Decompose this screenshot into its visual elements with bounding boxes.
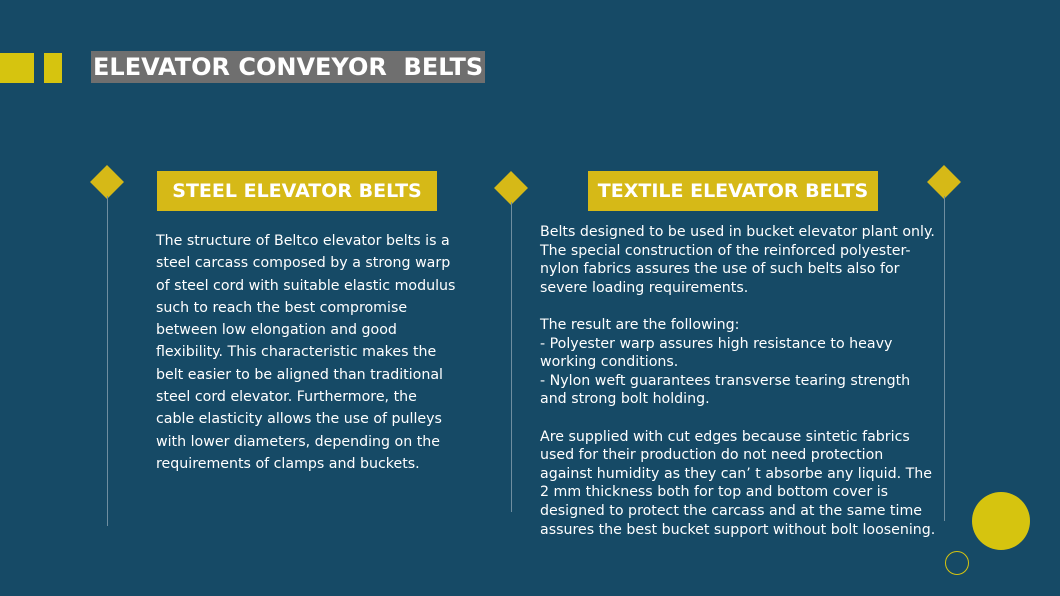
textile-belts-paragraph-1: Belts designed to be used in bucket elevator plant only. The special construction of the reinforced polyester-nylon fabrics assures the use of such belts also for severe loading requirements. (540, 224, 935, 296)
divider-line-middle (511, 202, 512, 512)
diamond-marker-right (927, 165, 961, 199)
accent-bar-small (44, 53, 62, 83)
textile-belts-paragraph-3: Are supplied with cut edges because sintetic fabrics used for their production do not need protection against humidity as they can’ t absorbe any liquid. The 2 mm thickness both for top and bottom cover is designed to protect the carcass and at the same time assures the best bucket support without bolt loosening. (540, 428, 936, 538)
decorative-circle-outline (945, 551, 969, 575)
textile-belts-description (540, 223, 940, 558)
results-item-1: - Polyester warp assures high resistance to heavy working conditions. (540, 335, 893, 371)
steel-belts-description: The structure of Beltco elevator belts is a steel carcass composed by a strong warp of steel cord with suitable elastic modulus such to reach the best compromise between low elongation and good flexibility. This characteristic makes the belt easier to be aligned than traditional steel cord elevator. Furthermore, the cable elasticity allows the use of pulleys with lower diameters, depending on the requirements of clamps and buckets. (156, 233, 456, 472)
divider-line-right (944, 196, 945, 521)
page-title: ELEVATOR CONVEYOR BELTS (93, 53, 484, 81)
results-item-2: - Nylon weft guarantees transverse tearing strength and strong bolt holding. (540, 372, 911, 408)
accent-bar-large (0, 53, 34, 83)
textile-belts-results (540, 316, 940, 409)
divider-line-left (107, 196, 108, 526)
decorative-circle-filled (972, 492, 1030, 550)
textile-belts-heading: TEXTILE ELEVATOR BELTS (588, 171, 878, 211)
results-intro: The result are the following: (540, 316, 740, 333)
diamond-marker-left (90, 165, 124, 199)
steel-belts-heading: STEEL ELEVATOR BELTS (157, 171, 437, 211)
diamond-marker-middle (494, 171, 528, 205)
